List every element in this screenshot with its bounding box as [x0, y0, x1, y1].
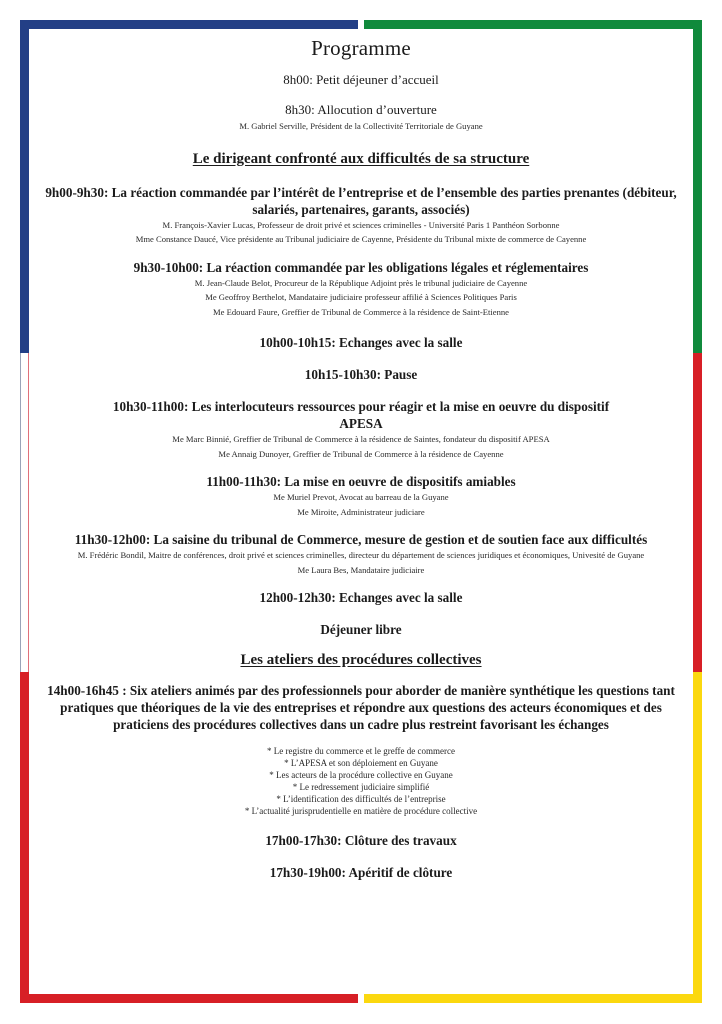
- workshop-topic: * Les acteurs de la procédure collective en Guyane: [269, 770, 453, 780]
- workshop-topic: * Le redressement judiciaire simplifié: [292, 782, 430, 792]
- session-10h00: [40, 334, 682, 351]
- frame-left-red: [20, 672, 29, 1003]
- speaker: Me Muriel Prevot, Avocat au barreau de la Guyane: [273, 492, 449, 502]
- frame-right-yellow: [693, 672, 702, 1003]
- frame-left-white: [20, 353, 29, 672]
- workshop-topic: * L’identification des difficultés de l’entreprise: [276, 794, 446, 804]
- slot-title: 9h30-10h00: La réaction commandée par les obligations légales et réglementaires: [133, 259, 589, 275]
- frame-right-green: [693, 20, 702, 353]
- speaker: Me Laura Bes, Mandataire judiciaire: [297, 564, 425, 575]
- programme-content: [40, 36, 682, 881]
- speaker: Me Marc Binnié, Greffier de Tribunal de Commerce à la résidence de Saintes, fondateur du dispositif APESA: [172, 434, 550, 444]
- workshop-topic: * L’APESA et son déploiement en Guyane: [284, 758, 438, 768]
- session-9h00: [40, 184, 682, 247]
- slot-title: 17h30-19h00: Apéritif de clôture: [269, 865, 453, 880]
- frame-top-left-blue: [20, 20, 358, 29]
- slot-title: 14h00-16h45 : Six ateliers animés par des professionnels pour aborder de manière synthétique les questions tant pratiques que théoriques de la vie des entreprises et répondre aux questions des acteurs économiques et des praticiens des procédures collectives dans un cadre plus restreint favorisant les échanges: [47, 683, 675, 732]
- workshops: [40, 682, 682, 817]
- speaker: Me Edouard Faure, Greffier de Tribunal de Commerce à la résidence de Saint-Etienne: [213, 306, 509, 317]
- closing-aperitif: [40, 864, 682, 881]
- lunch: [40, 621, 682, 638]
- frame-left-blue: [20, 20, 29, 353]
- slot-title: 12h00-12h30: Echanges avec la salle: [259, 590, 463, 605]
- slot-title: 10h15-10h30: Pause: [304, 367, 418, 382]
- section-heading-dirigeant: Le dirigeant confronté aux difficultés de sa structure: [192, 150, 530, 167]
- speaker: M. Frédéric Bondil, Maitre de conférences, droit privé et sciences criminelles, directeur du département de sciences juridiques et économiques, Univesité de Guyane: [77, 550, 645, 560]
- slot-title: 10h00-10h15: Echanges avec la salle: [259, 335, 463, 350]
- workshop-topic: * Le registre du commerce et le greffe de commerce: [267, 746, 455, 756]
- speaker: M. François-Xavier Lucas, Professeur de droit privé et sciences criminelles - Université Paris 1 Panthéon Sorbonne: [162, 219, 560, 230]
- page-title: Programme: [311, 36, 411, 60]
- slot-title: 10h30-11h00: Les interlocuteurs ressources pour réagir et la mise en oeuvre du dispositif APESA: [112, 399, 610, 431]
- section-heading-ateliers: Les ateliers des procédures collectives: [240, 652, 482, 668]
- session-11h30: [40, 531, 682, 577]
- opening-breakfast: [40, 71, 682, 89]
- speaker: Me Geoffroy Berthelot, Mandataire judiciaire professeur affilié à Sciences Politiques Paris: [205, 292, 517, 302]
- session-11h00: [40, 473, 682, 519]
- slot-title: 11h30-12h00: La saisine du tribunal de Commerce, mesure de gestion et de soutien face aux difficultés: [74, 532, 648, 547]
- speaker: M. Jean-Claude Belot, Procureur de la République Adjoint près le tribunal judiciaire de Cayenne: [194, 277, 528, 288]
- workshop-topic: * L’actualité jurisprudentielle en matière de procédure collective: [244, 806, 478, 816]
- session-10h15: [40, 366, 682, 383]
- closing-work: [40, 832, 682, 849]
- frame-top-right-green: [364, 20, 702, 29]
- slot-title: Déjeuner libre: [320, 622, 402, 637]
- opening-address: [40, 101, 682, 134]
- speaker: Mme Constance Daucé, Vice présidente au Tribunal judiciaire de Cayenne, Présidente du Tribunal mixte de commerce de Cayenne: [135, 234, 587, 244]
- frame-right-red: [693, 353, 702, 672]
- speaker: M. Gabriel Serville, Président de la Collectivité Territoriale de Guyane: [239, 121, 483, 131]
- slot-title: 17h00-17h30: Clôture des travaux: [265, 833, 457, 848]
- session-10h30: [40, 398, 682, 461]
- frame-bottom-right-yellow: [364, 994, 702, 1003]
- session-12h00: [40, 589, 682, 606]
- slot-title: 8h30: Allocution d’ouverture: [285, 102, 437, 117]
- slot-title: 8h00: Petit déjeuner d’accueil: [283, 72, 439, 87]
- speaker: Me Annaig Dunoyer, Greffier de Tribunal de Commerce à la résidence de Cayenne: [218, 448, 504, 459]
- session-9h30: [40, 259, 682, 320]
- slot-title: 9h00-9h30: La réaction commandée par l’intérêt de l’entreprise et de l’ensemble des parties prenantes (débiteur, salariés, partenaires, garants, associés): [45, 184, 677, 217]
- slot-title: 11h00-11h30: La mise en oeuvre de dispositifs amiables: [206, 474, 516, 489]
- speaker: Me Miroite, Administrateur judiciare: [297, 506, 425, 517]
- frame-bottom-left-red: [20, 994, 358, 1003]
